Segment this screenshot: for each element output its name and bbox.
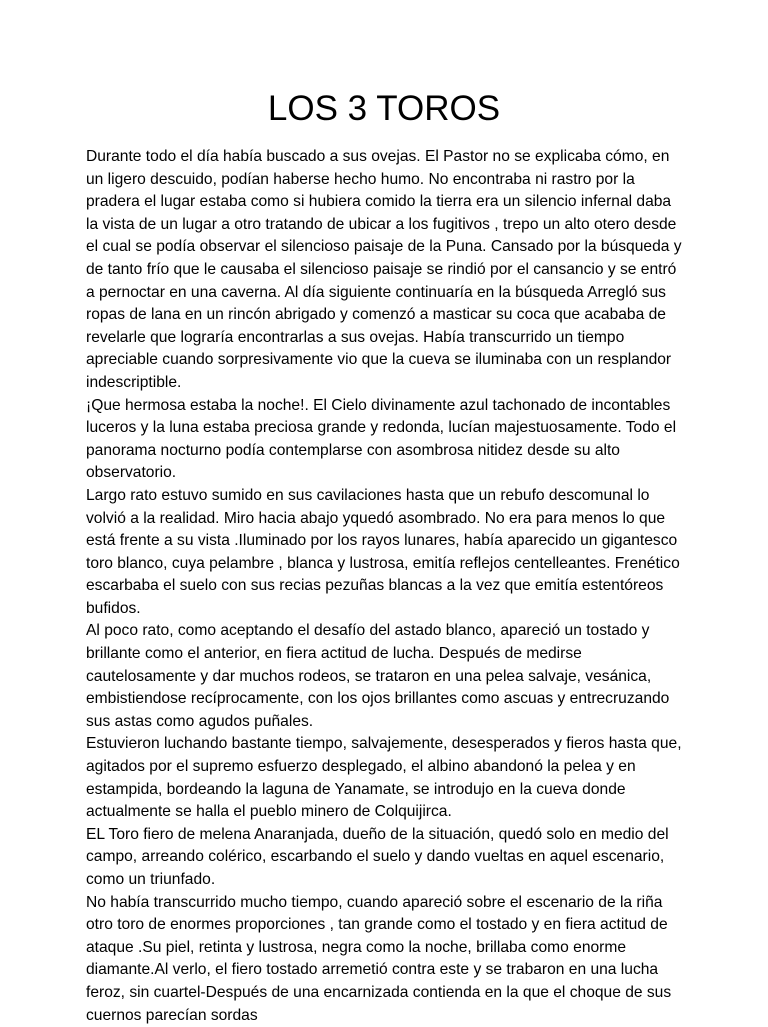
paragraph: Al poco rato, como aceptando el desafío del astado blanco, apareció un tostado y brillante como el anterior, en fiera actitud de lucha. Después de medirse cautelosamente y dar muchos rodeos, se trataron en una pelea salvaje, vesánica, embistiendose recíprocamente, con los ojos brillantes como ascuas y entrecruzando sus astas como agudos puñales.	[86, 622, 670, 730]
document-body	[86, 146, 686, 1027]
paragraph: No había transcurrido mucho tiempo, cuando apareció sobre el escenario de la riña otro toro de enormes proporciones , tan grande como el tostado y en fiera actitud de ataque .Su piel, retinta y lustrosa, negra como la noche, brillaba como enorme diamante.Al verlo, el fiero tostado arremetió contra este y se trabaron en una lucha feroz, sin cuartel-Después de una encarnizada contienda en la que el choque de sus cuernos parecían sordas	[86, 893, 672, 1024]
paragraph: Largo rato estuvo sumido en sus cavilaciones hasta que un rebufo descomunal lo volvió a la realidad. Miro hacia abajo yquedó asombrado. No era para menos lo que está frente a su vista .Iluminado por los rayos lunares, había aparecido un gigantesco toro blanco, cuya pelambre , blanca y lustrosa, emitía reflejos centelleantes. Frenético escarbaba el suelo con sus recias pezuñas blancas a la vez que emitía estentóreos bufidos.	[86, 486, 680, 617]
paragraph: EL Toro fiero de melena Anaranjada, dueño de la situación, quedó solo en medio del campo, arreando colérico, escarbando el suelo y dando vueltas en aquel escenario, como un triunfado.	[86, 825, 669, 888]
paragraph: Estuvieron luchando bastante tiempo, salvajemente, desesperados y fieros hasta que, agitados por el supremo esfuerzo desplegado, el albino abandonó la pelea y en estampida, bordeando la laguna de Yanamate, se introdujo en la cueva donde actualmente se halla el pueblo minero de Colquijirca.	[86, 735, 682, 821]
paragraph: Durante todo el día había buscado a sus ovejas. El Pastor no se explicaba cómo, en un ligero descuido, podían haberse hecho humo. No encontraba ni rastro por la pradera el lugar estaba como si hubiera comido la tierra era un silencio infernal daba la vista de un lugar a otro tratando de ubicar a los fugitivos , trepo un alto otero desde el cual se podía observar el silencioso paisaje de la Puna. Cansado por la búsqueda y de tanto frío que le causaba el silencioso paisaje se rindió por el cansancio y se entró a pernoctar en una caverna. Al día siguiente continuaría en la búsqueda Arregló sus ropas de lana en un rincón abrigado y comenzó a masticar su coca que acababa de revelarle que lograría encontrarlas a sus ovejas. Había transcurrido un tiempo apreciable cuando sorpresivamente vio que la cueva se iluminaba con un resplandor indescriptible.	[86, 148, 682, 391]
paragraph: ¡Que hermosa estaba la noche!. El Cielo divinamente azul tachonado de incontables luceros y la luna estaba preciosa grande y redonda, lucían majestuosamente. Todo el panorama nocturno podía contemplarse con asombrosa nitidez desde su alto observatorio.	[86, 396, 677, 482]
document-title: LOS 3 TOROS	[267, 89, 501, 128]
